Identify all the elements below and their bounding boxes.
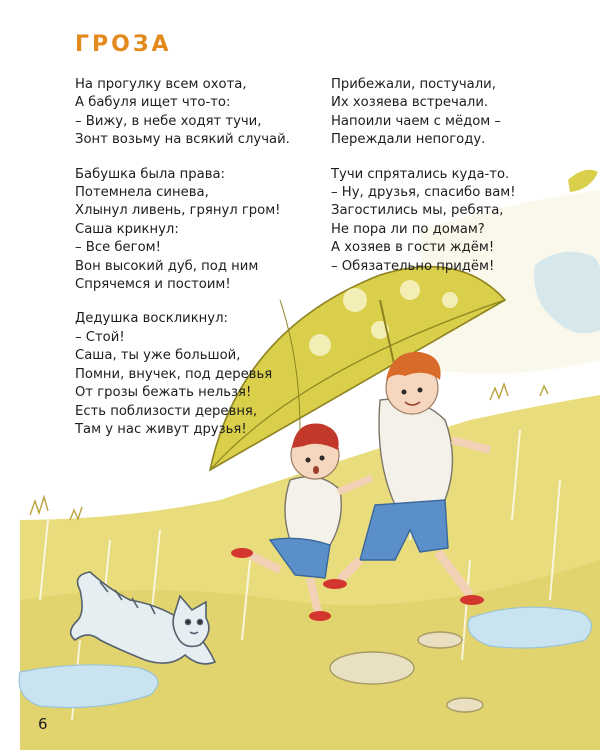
poem-line: Загостились мы, ребята, (331, 203, 504, 219)
poem-line: – Стой! (75, 329, 125, 345)
poem-line: Бабушка была права: (75, 166, 225, 182)
stanza (331, 166, 581, 276)
puddle-right (468, 607, 591, 648)
stanza (331, 76, 581, 150)
poem-line: Их хозяева встречали. (331, 95, 489, 111)
stone-small-1 (418, 632, 462, 648)
stone-large (330, 652, 414, 684)
poem-line: Саша крикнул: (75, 221, 179, 237)
stanza (75, 76, 315, 150)
poem-line: Вон высокий дуб, под ним (75, 258, 259, 274)
stanza (75, 166, 315, 295)
stanza (75, 310, 315, 439)
poem-line: Переждали непогоду. (331, 132, 486, 148)
poem-line: Тучи спрятались куда-то. (331, 166, 510, 182)
poem-line: Потемнела синева, (75, 185, 209, 201)
poem-title: ГРОЗА (75, 32, 172, 57)
poem-right-column (331, 76, 581, 292)
poem-line: Не пора ли по домам? (331, 221, 485, 237)
poem-line: Хлынул ливень, грянул гром! (75, 203, 281, 219)
poem-line: Прибежали, постучали, (331, 77, 496, 92)
stone-small-2 (447, 698, 483, 712)
poem-line: От грозы бежать нельзя! (75, 385, 252, 401)
poem-line: Помни, внучек, под деревья (75, 366, 273, 382)
poem-line: – Ну, друзья, спасибо вам! (331, 185, 516, 201)
poem-line: На прогулку всем охота, (75, 77, 247, 92)
poem-line: Там у нас живут друзья! (75, 421, 247, 437)
poem-line: Саша, ты уже большой, (75, 348, 241, 364)
poem-left-column (75, 76, 315, 455)
poem-line: Есть поблизости деревня, (75, 403, 258, 419)
poem-line: А хозяев в гости ждём! (331, 240, 495, 256)
poem-line: – Обязательно придём! (331, 258, 495, 274)
poem-line: Спрячемся и постоим! (75, 277, 231, 293)
poem-line: А бабуля ищет что-то: (75, 95, 231, 111)
poem-line: Зонт возьму на всякий случай. (75, 132, 290, 148)
poem-line: Дедушка воскликнул: (75, 311, 228, 327)
poem-line: Напоили чаем с мёдом – (331, 113, 502, 129)
poem-line: – Вижу, в небе ходят тучи, (75, 113, 262, 129)
page-number: 6 (38, 715, 48, 733)
poem-line: – Все бегом! (75, 240, 161, 256)
